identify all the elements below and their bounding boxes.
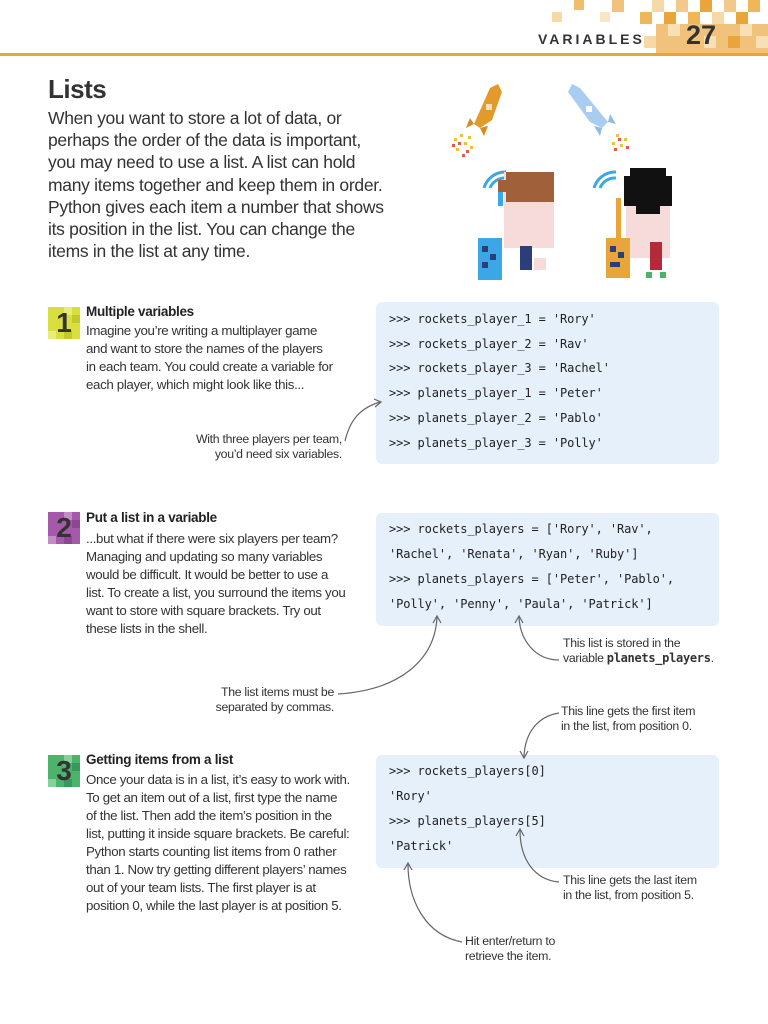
orange-rocket-icon	[452, 84, 502, 157]
step-2-title: Put a list in a variable	[86, 510, 217, 525]
code-line: 'Rachel', 'Renata', 'Ryan', 'Ruby']	[389, 547, 639, 561]
code-line: 'Patrick'	[389, 839, 454, 853]
intro-line: its position in the list. You can change the	[48, 219, 355, 240]
step-2-body: ...but what if there were six players per team? Managing and updating so many variables would be difficult. It would be better to use a list. To create a list, you surround the items you want to store with square brackets. Try out these lists in the shell.	[86, 531, 346, 636]
intro-line: items in the list at any time.	[48, 241, 251, 262]
code-line: >>> rockets_player_1 = 'Rory'	[389, 312, 596, 326]
intro-title: Lists	[48, 74, 107, 104]
code-line: >>> planets_player_1 = 'Peter'	[389, 386, 603, 400]
header-rule	[0, 53, 768, 56]
step-2-code-box	[376, 513, 719, 626]
step-2-number-badge: 2	[48, 512, 80, 544]
step-1-number-badge: 1	[48, 307, 80, 339]
player-two-avatar	[594, 168, 672, 278]
intro-line: many items together and keep them in order.	[48, 174, 383, 195]
annotation-last-item: This line gets the last item in the list, from position 5.	[563, 873, 697, 902]
code-line: >>> planets_player_3 = 'Polly'	[389, 436, 603, 450]
code-line: >>> rockets_players[0]	[389, 764, 546, 778]
intro-line: perhaps the order of the data is important,	[48, 130, 361, 151]
code-line: >>> rockets_players = ['Rory', 'Rav',	[389, 522, 653, 536]
intro-paragraph	[48, 107, 384, 262]
annotation-commas: The list items must be separated by commas.	[215, 685, 334, 714]
player-one-avatar	[478, 172, 554, 280]
annotation-first-item: This line gets the first item in the list, from position 0.	[561, 704, 696, 733]
arrow-six-variables	[345, 402, 380, 441]
code-line: >>> rockets_player_3 = 'Rachel'	[389, 361, 610, 375]
code-line: >>> rockets_player_2 = 'Rav'	[389, 337, 589, 351]
intro-line: Python gives each item a number that shows	[48, 196, 384, 217]
step-1-body: Imagine you’re writing a multiplayer game and want to store the names of the players in each team. You could create a variable for each player, which might look like this...	[86, 323, 333, 392]
page-number: 27	[686, 20, 717, 50]
step-3-title: Getting items from a list	[86, 752, 234, 767]
step-3-number-badge: 3	[48, 755, 80, 787]
arrow-first-item	[524, 713, 559, 757]
arrow-hit-enter	[408, 864, 462, 942]
code-line: 'Polly', 'Penny', 'Paula', 'Patrick']	[389, 597, 653, 611]
annotation-six-variables: With three players per team, you’d need six variables.	[195, 432, 342, 461]
section-label: VARIABLES	[538, 31, 645, 47]
code-line: >>> planets_player_2 = 'Pablo'	[389, 411, 603, 425]
blue-rocket-icon	[568, 84, 629, 151]
intro-line: When you want to store a lot of data, or	[48, 108, 342, 128]
step-1-title: Multiple variables	[86, 304, 194, 319]
annotation-list-variable: This list is stored in the variable planets_players.	[563, 636, 714, 665]
code-line: >>> planets_players[5]	[389, 814, 546, 828]
code-line: 'Rory'	[389, 789, 432, 803]
players-illustration	[440, 76, 710, 286]
header-pixel-mosaic	[544, 0, 768, 56]
step-1-code-box	[376, 302, 719, 464]
intro-line: you may need to use a list. A list can hold	[48, 152, 356, 173]
code-line: >>> planets_players = ['Peter', 'Pablo',	[389, 572, 674, 586]
step-3-body: Once your data is in a list, it’s easy to work with. To get an item out of a list, first type the name of the list. Then add the item’s position in the list, putting it inside square brackets. Be careful: Python starts counting list items from 0 rather than 1. Now try getting different players’ names out of your team lists. The first player is at position 0, while the last player is at position 5.	[86, 772, 350, 913]
step-3-code-box	[376, 755, 719, 868]
annotation-hit-enter: Hit enter/return to retrieve the item.	[465, 934, 555, 963]
